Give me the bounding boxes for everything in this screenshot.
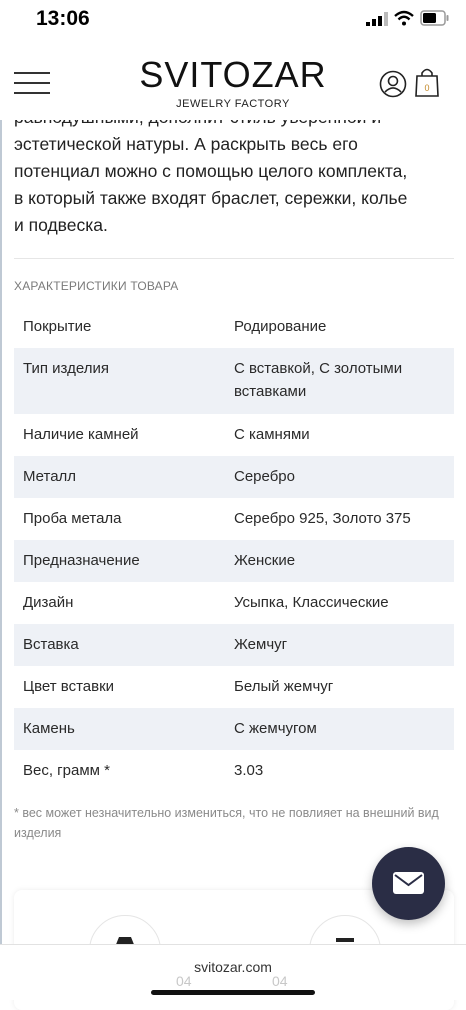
spec-row xyxy=(14,582,454,624)
spec-label: Цвет вставки xyxy=(23,678,115,695)
spec-label: Металл xyxy=(23,468,77,485)
spec-row xyxy=(14,666,454,708)
shopping-bag-icon[interactable] xyxy=(414,66,440,98)
description-line: потенциал можно с помощью целого комплекта, xyxy=(14,161,408,181)
specs-table xyxy=(14,306,454,792)
spec-value: Жемчуг xyxy=(234,636,288,653)
spec-value: Родирование xyxy=(234,318,327,335)
spec-value: Серебро 925, Золото 375 xyxy=(234,510,411,527)
spec-row xyxy=(14,540,454,582)
description-line: эстетической натуры. А раскрыть весь его xyxy=(14,134,358,154)
spec-row xyxy=(14,456,454,498)
battery-icon xyxy=(420,10,450,26)
description-line: в который также входят браслет, сережки, колье xyxy=(14,188,408,208)
spec-label: Проба метала xyxy=(23,510,122,527)
brand-subtitle: JEWELRY FACTORY xyxy=(176,98,290,110)
spec-label: Камень xyxy=(23,720,75,737)
url-text[interactable]: svitozar.com xyxy=(194,959,272,975)
product-description xyxy=(14,104,454,239)
spec-label: Дизайн xyxy=(23,594,74,611)
spec-row xyxy=(14,306,454,348)
browser-url-bar[interactable] xyxy=(0,944,466,1000)
spec-label: Наличие камней xyxy=(23,426,139,443)
spec-value: Женские xyxy=(234,552,296,569)
signal-icon xyxy=(366,12,388,26)
user-account-icon[interactable] xyxy=(379,70,407,98)
spec-row xyxy=(14,750,454,792)
spec-value: 3.03 xyxy=(234,762,264,779)
contact-mail-button[interactable] xyxy=(372,847,445,920)
ghost-text: 04 xyxy=(272,973,288,989)
site-header xyxy=(0,40,466,120)
spec-value: С жемчугом xyxy=(234,720,317,737)
description-line: и подвеска. xyxy=(14,215,108,235)
spec-value: Белый жемчуг xyxy=(234,678,334,695)
section-divider xyxy=(14,258,454,259)
ghost-text: 04 xyxy=(176,973,192,989)
status-bar xyxy=(0,0,466,40)
spec-value: С вставкой, С золотыми вставками xyxy=(234,360,403,400)
envelope-icon xyxy=(393,872,424,894)
spec-value: Серебро xyxy=(234,468,295,485)
spec-label: Вес, грамм * xyxy=(23,762,110,779)
minus-icon xyxy=(336,938,354,942)
specs-title: ХАРАКТЕРИСТИКИ ТОВАРА xyxy=(14,279,179,293)
spec-label: Тип изделия xyxy=(23,360,109,377)
weight-footnote: * вес может незначительно измениться, что не повлияет на внешний вид изделия xyxy=(14,806,439,840)
spec-label: Вставка xyxy=(23,636,79,653)
spec-row xyxy=(14,498,454,540)
left-edge-line xyxy=(0,0,2,999)
brand-logo[interactable]: SVITOZAR xyxy=(139,54,327,95)
spec-value: Усыпка, Классические xyxy=(234,594,389,611)
spec-value: С камнями xyxy=(234,426,310,443)
cart-count-badge: 0 xyxy=(424,83,430,93)
home-indicator[interactable] xyxy=(151,990,315,995)
spec-label: Предназначение xyxy=(23,552,140,569)
spec-row xyxy=(14,624,454,666)
spec-row xyxy=(14,708,454,750)
spec-row xyxy=(14,414,454,456)
wifi-icon xyxy=(394,10,414,26)
spec-row xyxy=(14,348,454,414)
spec-label: Покрытие xyxy=(23,318,92,335)
status-time: 13:06 xyxy=(36,7,90,30)
